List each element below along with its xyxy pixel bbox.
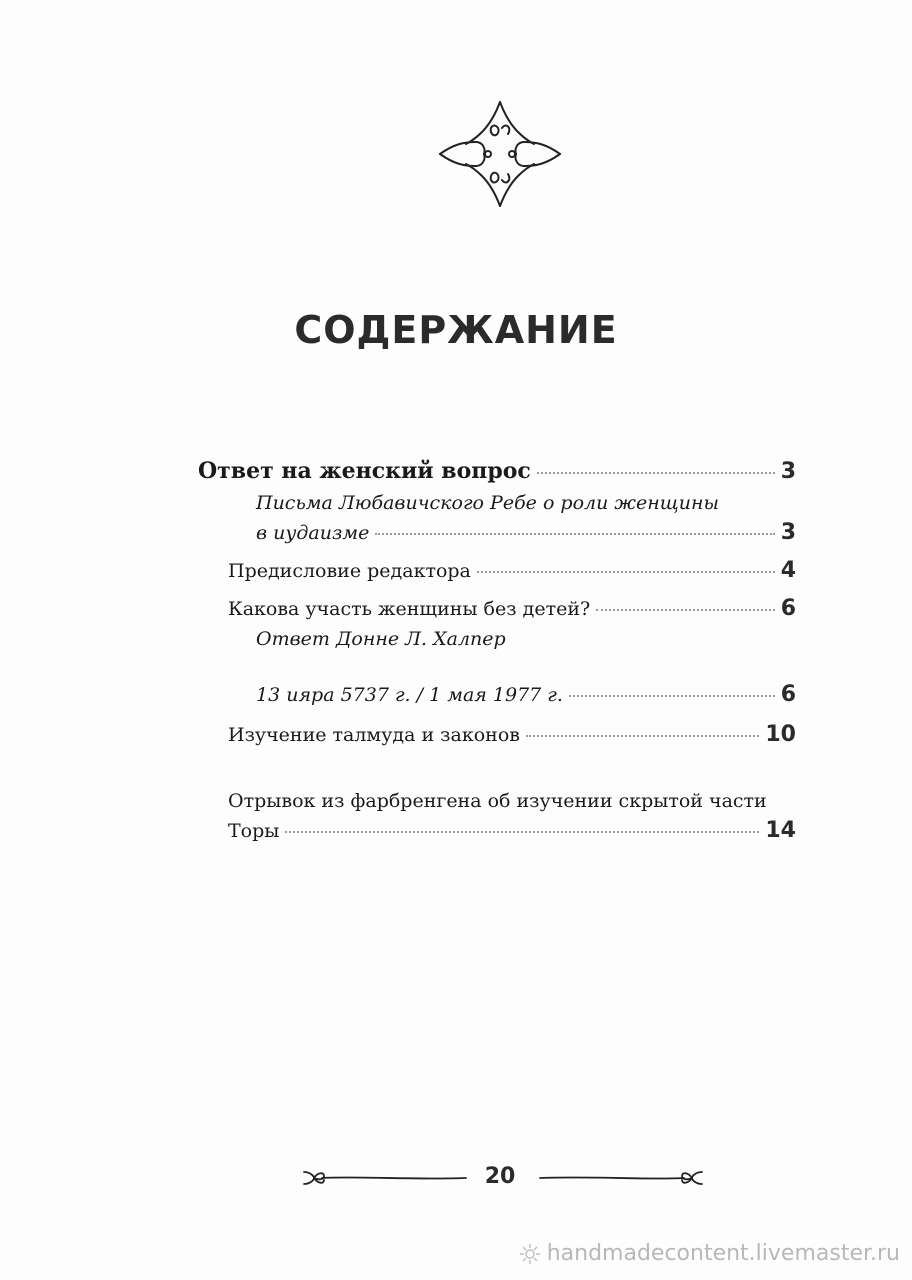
toc-page-number: 14 — [765, 818, 796, 843]
ornament-flourish-icon — [436, 98, 564, 210]
toc-leader-dots — [477, 571, 775, 573]
toc-entry-title: Предисловие редактора — [228, 560, 471, 582]
toc-leader-dots — [537, 472, 775, 474]
toc-entry-subtitle: Отрывок из фарбренгена об изучении скрытой части — [228, 790, 767, 812]
toc-entry-title: Ответ на женский вопрос — [198, 458, 531, 484]
toc-entry-title: Торы — [228, 820, 280, 842]
toc-entry[interactable] — [228, 818, 796, 852]
toc-leader-dots — [375, 533, 774, 535]
toc-entry[interactable] — [228, 722, 796, 756]
toc-leader-dots — [285, 831, 759, 833]
toc-page-number: 4 — [780, 558, 796, 583]
toc-entry[interactable] — [198, 458, 796, 492]
toc-leader-dots — [569, 695, 775, 697]
toc-entry[interactable] — [256, 682, 796, 716]
toc-entry-title: 13 ияра 5737 г. / 1 мая 1977 г. — [256, 684, 563, 706]
watermark-text: handmadecontent.livemaster.ru — [546, 1241, 900, 1266]
footer-left-flourish-icon — [300, 1166, 470, 1190]
toc-entry-title: Изучение талмуда и законов — [228, 724, 520, 746]
toc-page-number: 6 — [780, 682, 796, 707]
toc-entry-subtitle: Ответ Донне Л. Халпер — [256, 628, 506, 650]
toc-entry-subtitle: Письма Любавичского Ребе о роли женщины — [256, 492, 720, 514]
footer-right-flourish-icon — [536, 1166, 706, 1190]
toc-entry-title: Какова участь женщины без детей? — [228, 598, 591, 620]
toc-page-number: 3 — [780, 520, 796, 545]
page-footer — [0, 1160, 912, 1200]
toc-entry[interactable] — [256, 520, 796, 554]
toc-page-number: 6 — [780, 596, 796, 621]
toc-entry[interactable] — [228, 596, 796, 630]
toc-entry[interactable] — [228, 558, 796, 592]
watermark — [519, 1241, 900, 1266]
page-number: 20 — [484, 1164, 516, 1189]
page-title: СОДЕРЖАНИЕ — [294, 308, 618, 352]
toc-page-number: 10 — [765, 722, 796, 747]
toc-entry-title: в иудаизме — [256, 522, 370, 544]
toc-page-number: 3 — [780, 459, 796, 484]
toc-leader-dots — [526, 735, 759, 737]
sun-flower-icon — [519, 1243, 541, 1265]
toc-leader-dots — [596, 609, 775, 611]
